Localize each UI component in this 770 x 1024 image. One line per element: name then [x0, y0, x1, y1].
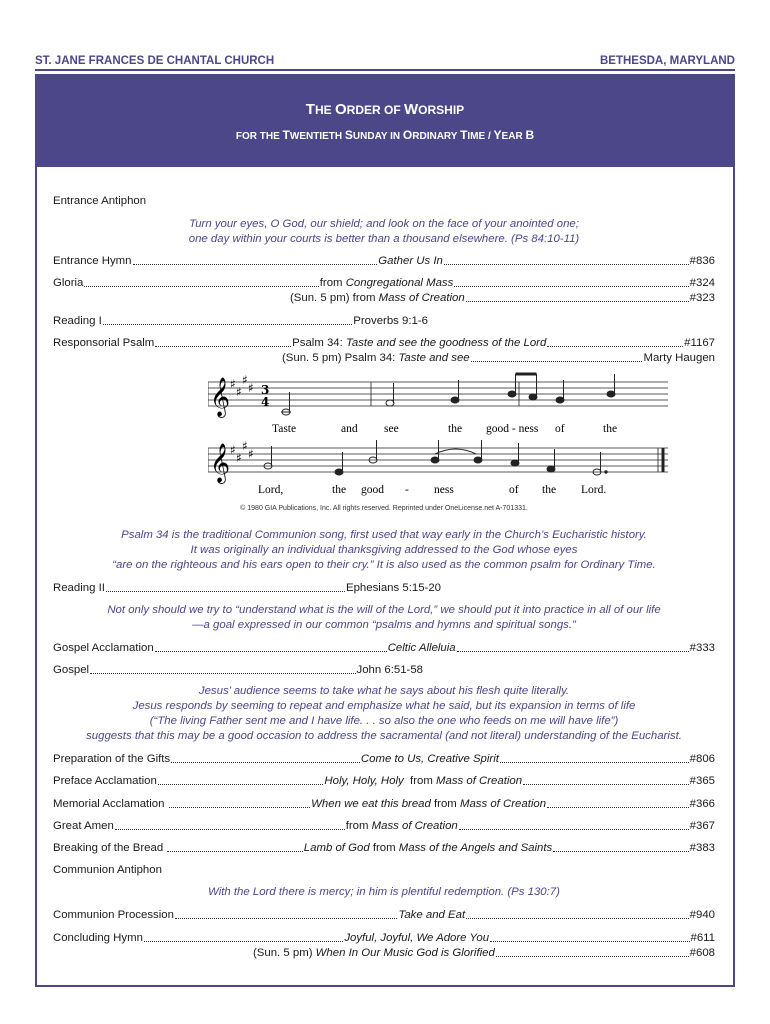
communion-antiphon-text: With the Lord there is mercy; in him is plentiful redemption. (Ps 130:7): [208, 886, 560, 898]
music-copyright: © 1980 GIA Publications, Inc. All rights reserved. Reprinted under OneLicense.net A-701331.: [240, 505, 528, 512]
notes-line-2: [264, 440, 607, 475]
reading2-note: Not only should we try to “understand what is the will of the Lord,” we should put it into practice in all of our life —a goal expressed in our common “psalms and hymns and spiritual songs.”: [107, 604, 661, 631]
time-sig-bottom: 4: [261, 395, 270, 409]
svg-text:-: -: [405, 484, 409, 496]
svg-text:♯: ♯: [242, 439, 248, 453]
svg-text:Lord.: Lord.: [581, 484, 607, 496]
svg-text:and: and: [341, 423, 358, 435]
svg-text:of: of: [555, 423, 565, 435]
svg-text:good: good: [361, 484, 384, 496]
svg-text:♯: ♯: [236, 451, 242, 465]
treble-clef-icon: 𝄞: [210, 443, 231, 483]
svg-text:♯: ♯: [230, 443, 236, 457]
communion-procession-row: Communion Procession Take and Eat #940: [53, 909, 715, 921]
svg-text:♯: ♯: [248, 447, 254, 461]
communion-antiphon-label: Communion Antiphon: [53, 864, 162, 876]
treble-clef-icon: 𝄞: [210, 377, 231, 417]
key-signature: [230, 373, 254, 399]
notes-line-1: [281, 374, 615, 415]
page-subtitle: FOR THE TWENTIETH SUNDAY IN ORDINARY TIME / YEAR B: [235, 128, 535, 142]
staff-1: [208, 382, 668, 406]
entrance-hymn-row: Entrance Hymn Gather Us In #836: [53, 255, 715, 267]
preparation-row: Preparation of the Gifts Come to Us, Creative Spirit #806: [53, 753, 715, 765]
reading1-row: Reading I Proverbs 9:1-6: [53, 315, 428, 327]
svg-text:ness: ness: [434, 484, 454, 496]
svg-text:see: see: [384, 423, 399, 435]
entrance-antiphon-text: Turn your eyes, O God, our shield; and look on the face of your anointed one; one day within your courts is better than a thousand elsewhere. (Ps 84:10-11): [188, 218, 580, 245]
gloria-alt-row: (Sun. 5 pm) from Mass of Creation #323: [290, 292, 715, 304]
svg-text:the: the: [332, 484, 347, 496]
concluding-hymn-row: Concluding Hymn Joyful, Joyful, We Adore You #611: [53, 932, 715, 944]
gospel-note: Jesus’ audience seems to take what he says about his flesh quite literally. Jesus responds by seeming to repeat and emphasize what he said, but its expansion in terms of life (“The living Father sent me and I have life. . . so also the one who feeds on me will have life”) suggests that this may be a good occasion to address the sacramental (and not literal) understanding of the Eucharist.: [86, 685, 682, 742]
key-signature: [230, 439, 254, 465]
time-sig-top: 3: [261, 383, 270, 397]
gloria-row: Gloria from Congregational Mass #324: [53, 277, 715, 289]
concluding-hymn-alt-row: (Sun. 5 pm) When In Our Music God is Glorified #608: [253, 947, 715, 959]
svg-text:the: the: [542, 484, 557, 496]
entrance-hymn-number: #836: [689, 255, 715, 267]
gospel-acclamation-row: Gospel Acclamation Celtic Alleluia #333: [53, 642, 715, 654]
breaking-row: Breaking of the Bread Lamb of God from Mass of the Angels and Saints #383: [53, 842, 715, 854]
gospel-row: Gospel John 6:51-58: [53, 664, 423, 676]
entrance-antiphon-label: Entrance Antiphon: [53, 195, 147, 207]
svg-text:of: of: [509, 484, 519, 496]
great-amen-row: Great Amen from Mass of Creation #367: [53, 820, 715, 832]
psalm-alt-row: (Sun. 5 pm) Psalm 34: Taste and see Marty Haugen: [282, 352, 715, 364]
svg-text:good - ness: good - ness: [486, 423, 539, 435]
church-name: ST. JANE FRANCES DE CHANTAL CHURCH: [35, 55, 275, 67]
psalm-refrain-music: [208, 370, 668, 500]
memorial-row: Memorial Acclamation When we eat this bread from Mass of Creation #366: [53, 798, 715, 810]
reading2-row: Reading II Ephesians 5:15-20: [53, 582, 441, 594]
church-location: BETHESDA, MARYLAND: [599, 55, 735, 67]
lyrics-line-2: [258, 484, 606, 496]
lyrics-line-1: [272, 423, 617, 435]
psalm-note: Psalm 34 is the traditional Communion song, first used that way early in the Church’s Eucharistic history. It was originally an individual thanksgiving addressed to the God whose eyes “are on the righteous and his ears open to their cry.” It is also used as the common psalm for Ordinary Time.: [112, 529, 656, 571]
svg-text:♯: ♯: [236, 385, 242, 399]
svg-text:♯: ♯: [248, 381, 254, 395]
svg-text:♯: ♯: [230, 377, 236, 391]
psalm-row: Responsorial Psalm Psalm 34: Taste and see the goodness of the Lord #1167: [53, 337, 715, 349]
svg-text:Lord,: Lord,: [258, 484, 284, 496]
svg-text:Taste: Taste: [272, 423, 297, 435]
svg-text:♯: ♯: [242, 373, 248, 387]
svg-text:the: the: [603, 423, 618, 435]
entrance-hymn-title: Gather Us In: [378, 255, 443, 267]
page-title: THE ORDER OF WORSHIP: [305, 101, 465, 118]
svg-text:the: the: [448, 423, 463, 435]
order-of-worship: [53, 0, 715, 1000]
preface-row: Preface Acclamation Holy, Holy, Holy from Mass of Creation #365: [53, 775, 715, 787]
